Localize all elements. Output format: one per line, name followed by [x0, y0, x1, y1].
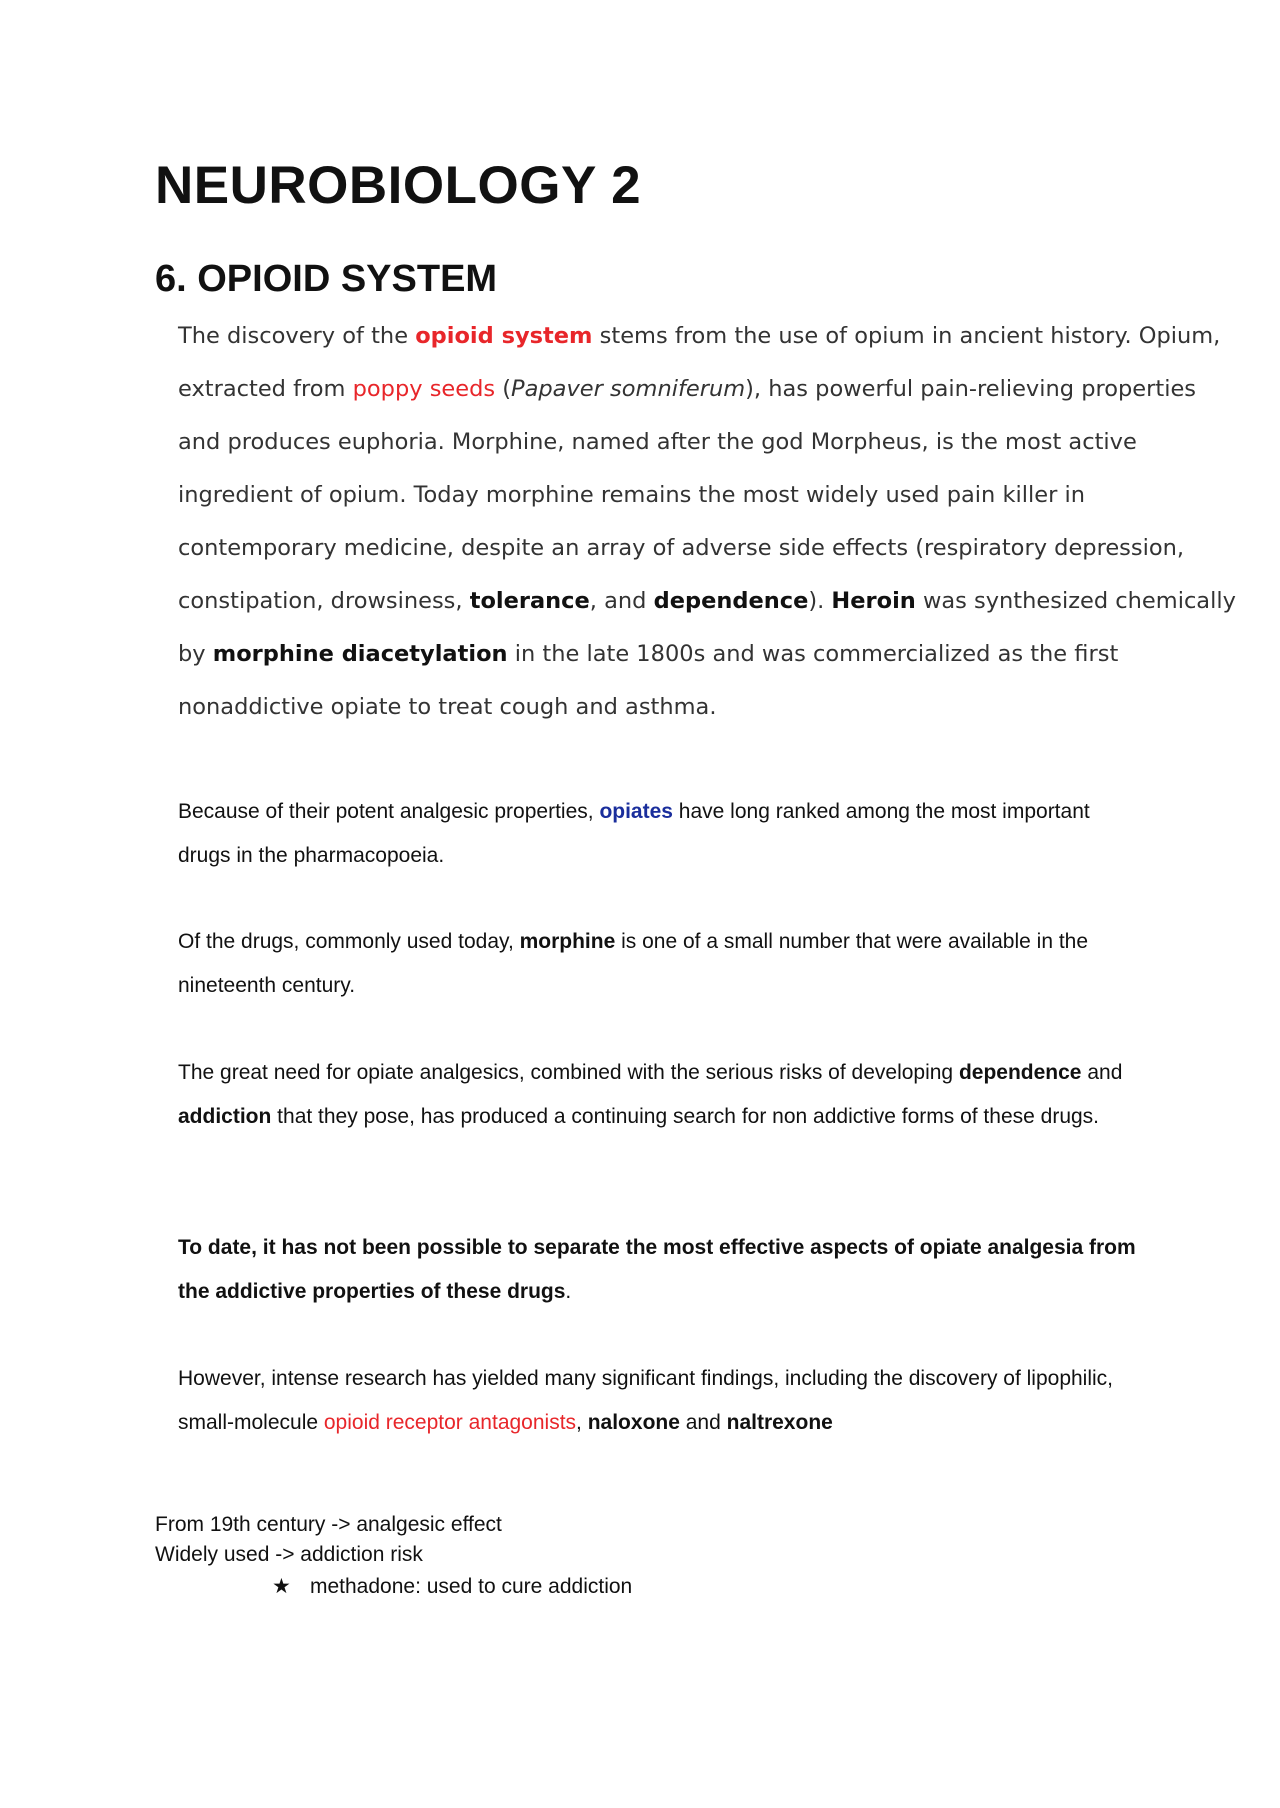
- term-dependence: dependence: [958, 1061, 1082, 1084]
- star-icon: ★: [272, 1575, 291, 1598]
- paragraph-text: that they pose, has produced a continuing search for non addictive forms of these drugs.: [271, 1105, 1100, 1128]
- intro-paragraph: [178, 310, 1238, 734]
- paragraph-text: have long ranked among the most important drugs in the pharmacopoeia.: [178, 800, 1090, 867]
- emphasis-text: To date, it has not been possible to separate the most effective aspects of opiate analgesia from the addictive properties of these drugs: [178, 1236, 1136, 1303]
- intro-text: stems from the use of opium in ancient history. Opium, extracted from: [178, 323, 1221, 402]
- intro-text: in the late 1800s and was commercialized as the first nonaddictive opiate to treat cough and asthma.: [178, 641, 1119, 720]
- term-opioid-receptor-antagonists: opioid receptor antagonists: [323, 1411, 577, 1434]
- paragraph-opiates: [178, 790, 1138, 878]
- term-poppy-seeds: poppy seeds: [352, 376, 496, 402]
- paragraph-text: The great need for opiate analgesics, combined with the serious risks of developing: [178, 1061, 959, 1084]
- term-morphine-diacetylation: morphine diacetylation: [212, 641, 508, 667]
- intro-text: was synthesized chemically by: [178, 588, 1236, 667]
- intro-text: (: [495, 376, 512, 402]
- paragraph-text: .: [565, 1280, 572, 1303]
- paragraph-research: [178, 1357, 1138, 1445]
- paragraph-text: However, intense research has yielded many significant findings, including the discovery of lipophilic, small-molecule: [178, 1367, 1114, 1434]
- paragraph-to-date: [178, 1226, 1138, 1314]
- paragraph-text: Because of their potent analgesic properties,: [178, 800, 600, 823]
- bullet-text: methadone: used to cure addiction: [310, 1575, 633, 1598]
- intro-text: The discovery of the: [178, 323, 416, 349]
- term-morphine: morphine: [519, 930, 616, 953]
- paragraph-text: and: [1081, 1061, 1123, 1084]
- notes: [155, 1510, 502, 1570]
- note-line: Widely used -> addiction risk: [155, 1543, 423, 1566]
- intro-text: ), has powerful pain-relieving properties and produces euphoria. Morphine, named after the god Morpheus, is the most active ingredient of opium. Today morphine remains the most widely used pain killer in contemporary medicine, despite an array of adverse side effects (respiratory depression, constipation, drowsiness,: [178, 376, 1197, 614]
- term-naltrexone: naltrexone: [726, 1411, 833, 1434]
- term-opiates: opiates: [599, 800, 673, 823]
- paragraph-text: and: [679, 1411, 727, 1434]
- term-tolerance: tolerance: [469, 588, 590, 614]
- term-opioid-system: opioid system: [415, 323, 593, 349]
- term-addiction: addiction: [178, 1105, 272, 1128]
- intro-text: ).: [808, 588, 832, 614]
- bullet-item: [272, 1572, 632, 1602]
- paragraph-text: Of the drugs, commonly used today,: [178, 930, 520, 953]
- paragraph-search: [178, 1051, 1138, 1139]
- term-naloxone: naloxone: [587, 1411, 680, 1434]
- paragraph-text: ,: [576, 1411, 588, 1434]
- paragraph-morphine: [178, 920, 1138, 1008]
- page-title: NEUROBIOLOGY 2: [155, 156, 642, 215]
- term-heroin: Heroin: [831, 588, 916, 614]
- paragraph-text: is one of a small number that were available in the nineteenth century.: [178, 930, 1089, 997]
- term-dependence: dependence: [653, 588, 809, 614]
- latin-name: Papaver somniferum: [511, 376, 746, 402]
- section-heading: 6. OPIOID SYSTEM: [155, 258, 498, 300]
- intro-text: , and: [589, 588, 654, 614]
- note-line: From 19th century -> analgesic effect: [155, 1513, 502, 1536]
